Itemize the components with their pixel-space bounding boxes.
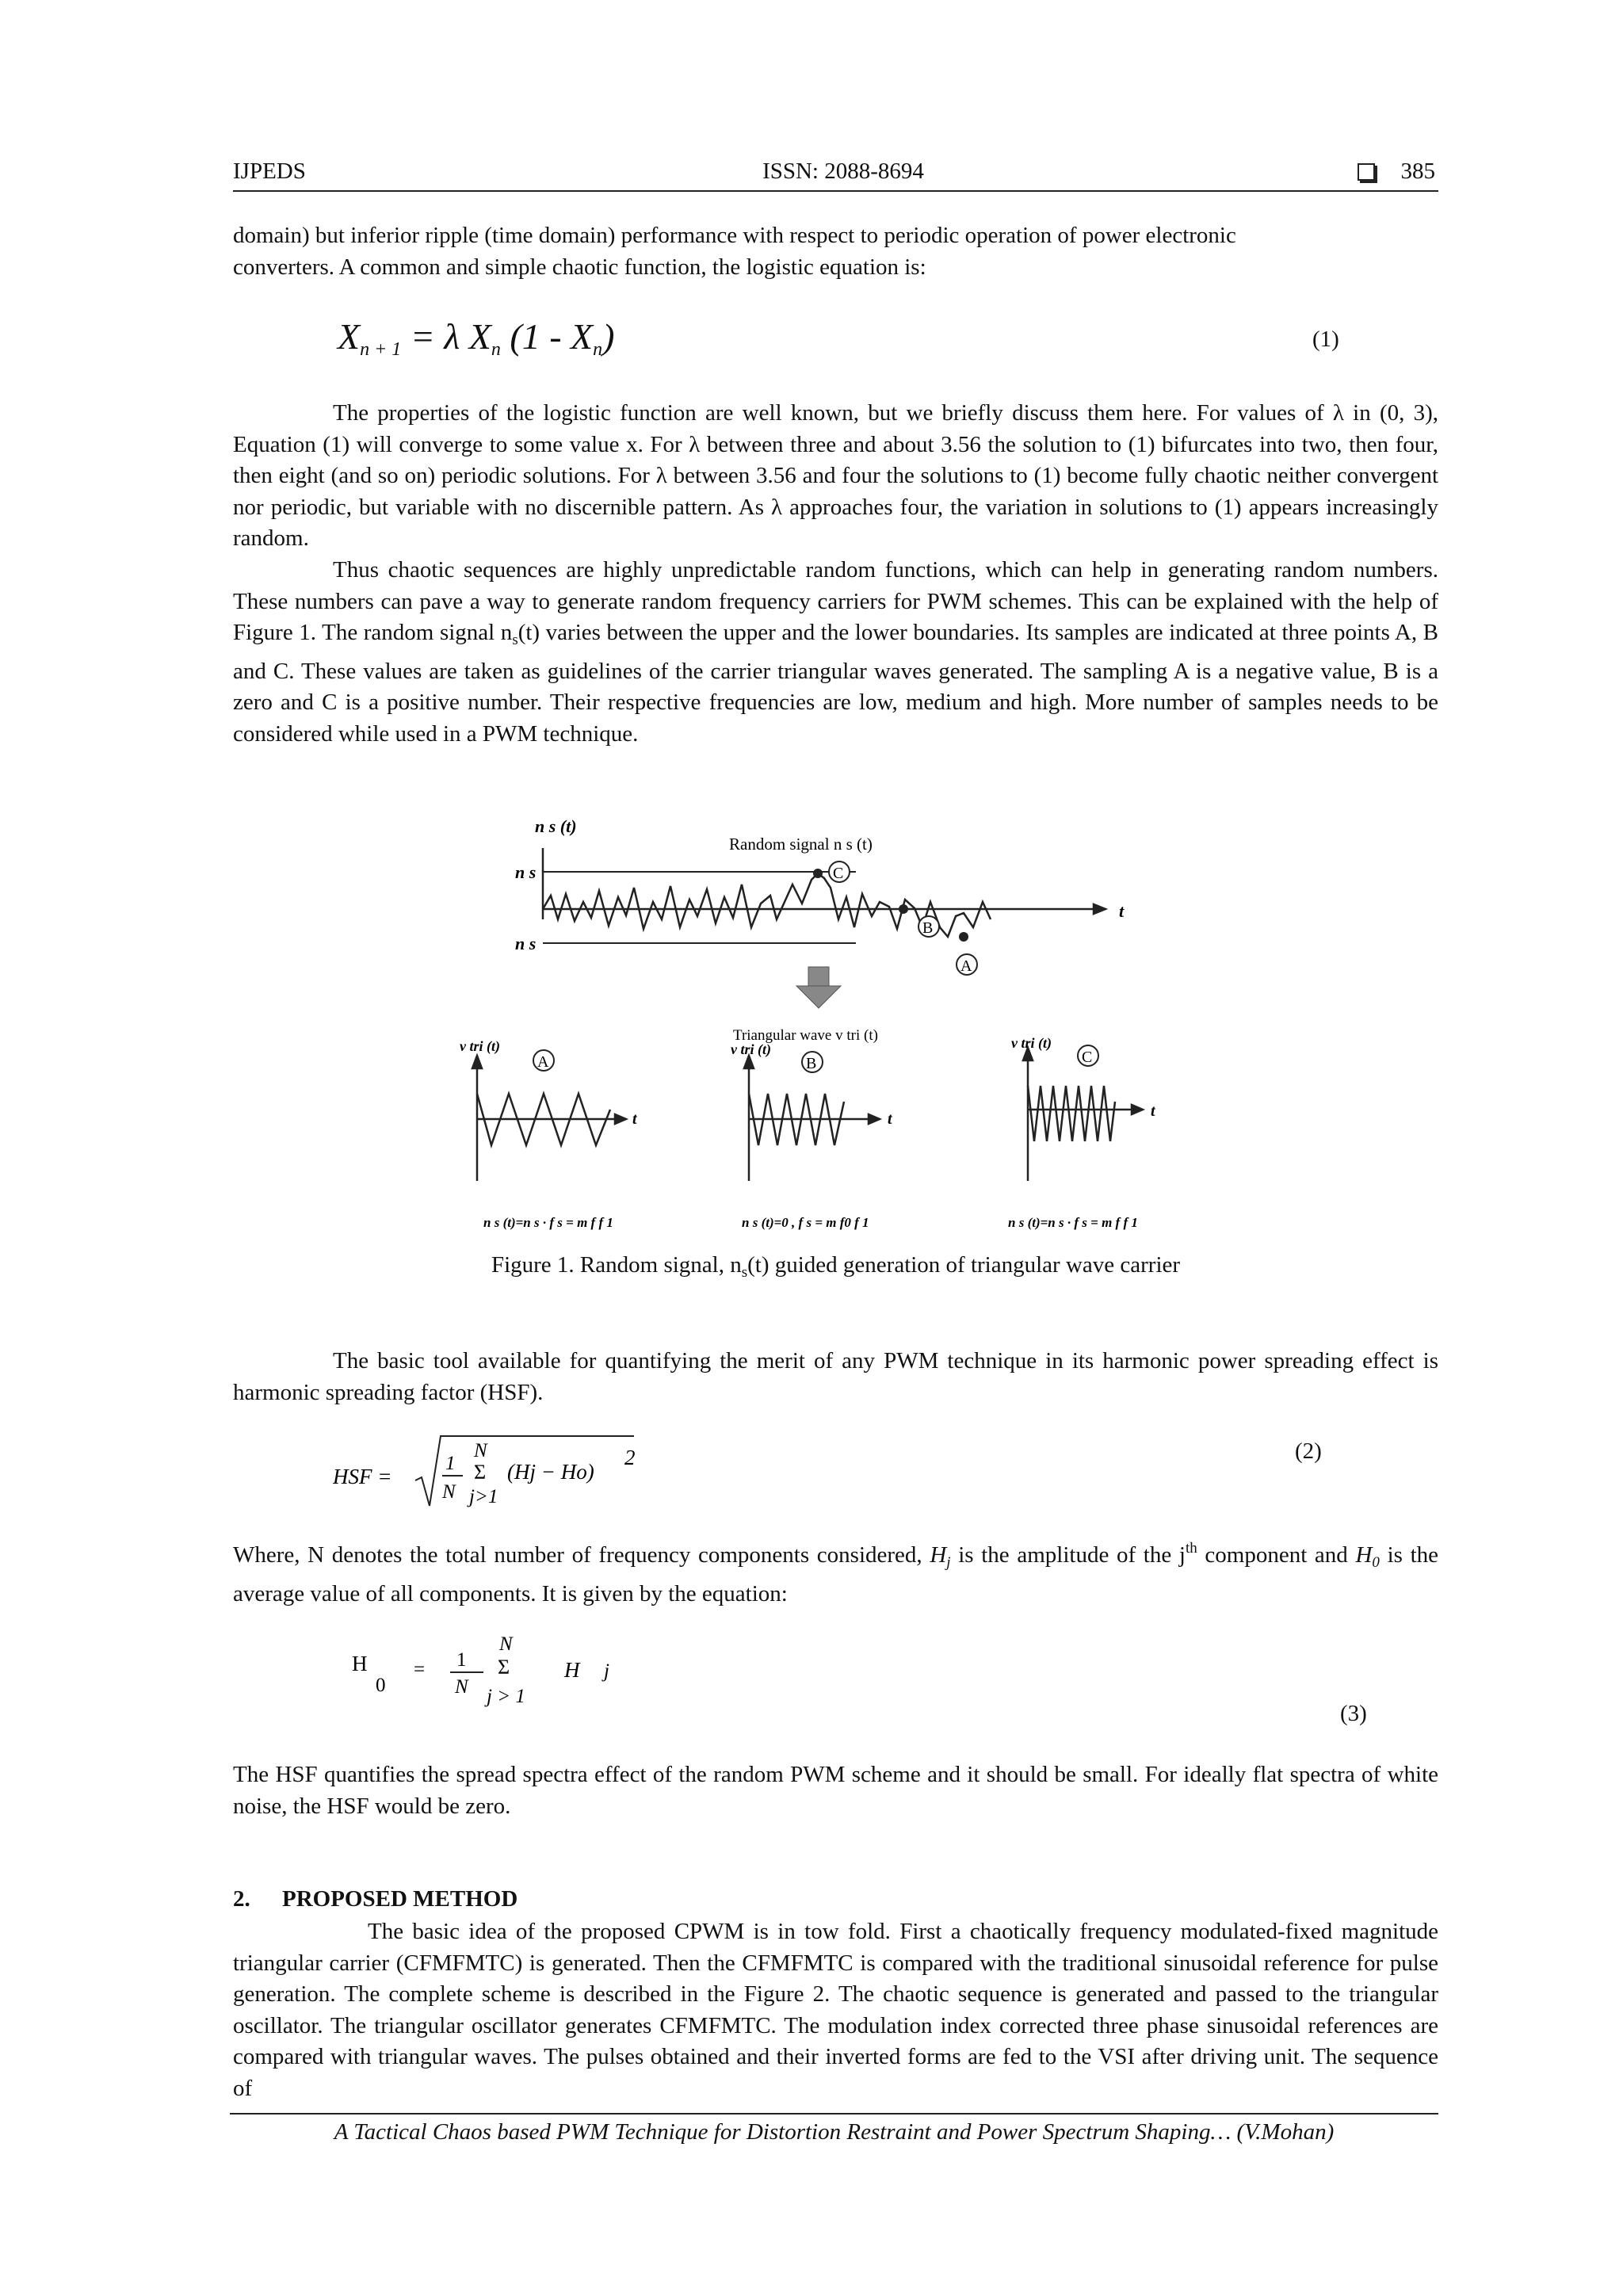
random-signal-panel bbox=[543, 870, 1106, 943]
where-part1: Where, N denotes the total number of frequency components considered, bbox=[233, 1542, 930, 1568]
figure-1-caption bbox=[233, 1252, 1438, 1282]
issn: ISSN: 2088-8694 bbox=[762, 159, 924, 184]
eq2-lhs: HSF = bbox=[333, 1465, 392, 1488]
running-footer: A Tactical Chaos based PWM Technique for Distortion Restraint and Power Spectrum Shaping… (V.Mohan) bbox=[230, 2113, 1438, 2145]
where-part3: component and bbox=[1197, 1542, 1356, 1568]
eq3-sigma: Σ bbox=[498, 1656, 510, 1679]
running-header bbox=[233, 155, 1438, 192]
eq1-lhs: X bbox=[338, 316, 361, 357]
eq1-eq: = λ X bbox=[401, 316, 491, 357]
eq1-lhs-sub: n + 1 bbox=[360, 339, 402, 360]
eq3-lhs: H bbox=[352, 1652, 368, 1675]
panel-c-axis-label: v tri (t) bbox=[1011, 1035, 1052, 1051]
eq2-num: 1 bbox=[445, 1453, 456, 1474]
carrier-panel-a bbox=[472, 1056, 626, 1181]
caption-sub: s bbox=[741, 1264, 748, 1281]
caption-part2: (t) guided generation of triangular wave carrier bbox=[747, 1252, 1181, 1278]
time-label: t bbox=[1119, 901, 1125, 921]
page-number: 385 bbox=[1400, 159, 1435, 184]
para-thus-sub: s bbox=[512, 632, 518, 648]
panel-c-marker-label: C bbox=[1082, 1049, 1093, 1066]
carrier-panel-b bbox=[744, 1056, 880, 1181]
lower-bound-label: n s bbox=[515, 934, 537, 953]
intro-line-2: converters. A common and simple chaotic function, the logistic equation is: bbox=[233, 254, 926, 280]
panel-a-axis-label: v tri (t) bbox=[460, 1038, 500, 1054]
panel-a-condition: n s (t)=n s · f s = m f f 1 bbox=[483, 1215, 613, 1230]
eq1-rest: (1 - X bbox=[500, 316, 594, 357]
checkbox-square-icon bbox=[1358, 163, 1375, 181]
panel-c-condition: n s (t)=n s · f s = m f f 1 bbox=[1008, 1215, 1138, 1230]
carrier-panel-c bbox=[1023, 1048, 1143, 1181]
para-thus-part1: Thus chaotic sequences are highly unpredictable random functions, which can help in generating random numbers. These numbers can pave a way to generate random frequency carriers for PWM schemes. This can be explained with the help of Figure 1. The random signal n bbox=[233, 557, 1438, 645]
marker-a-label: A bbox=[960, 957, 972, 975]
panel-a-marker-label: A bbox=[537, 1053, 549, 1071]
where-sup: th bbox=[1185, 1540, 1197, 1557]
where-part4: is the average value of all components. It is given by the equation: bbox=[233, 1542, 1439, 1606]
journal-name: IJPEDS bbox=[233, 159, 306, 184]
caption-part1: Figure 1. Random signal, n bbox=[491, 1252, 742, 1278]
eq2-sum-top: N bbox=[474, 1440, 487, 1461]
intro-line-1: domain) but inferior ripple (time domain) performance with respect to periodic operation of power electronic bbox=[233, 223, 1236, 248]
upper-bound-label: n s bbox=[515, 862, 537, 882]
paragraph-chaotic-sequences bbox=[233, 555, 1438, 750]
where-h0-sub: 0 bbox=[1372, 1554, 1380, 1571]
panel-a-time: t bbox=[632, 1110, 637, 1128]
paragraph-where bbox=[233, 1533, 1438, 1610]
panel-b-condition: n s (t)=0 , f s = m f0 f 1 bbox=[742, 1215, 869, 1230]
eq2-power: 2 bbox=[624, 1446, 636, 1469]
panel-b-axis-label: v tri (t) bbox=[731, 1041, 771, 1057]
section-number: 2. bbox=[233, 1886, 250, 1912]
paragraph-hsf-note: The HSF quantifies the spread spectra effect of the random PWM scheme and it should be small. For ideally flat spectra of white noise, the HSF would be zero. bbox=[233, 1762, 1438, 1819]
sample-point-b bbox=[899, 904, 908, 914]
eq3-num: 1 bbox=[456, 1649, 467, 1671]
panel-c-time: t bbox=[1151, 1102, 1155, 1120]
equation-2-number: (2) bbox=[1295, 1438, 1322, 1464]
intro-paragraph bbox=[233, 220, 1438, 283]
eq2-sigma: Σ bbox=[474, 1461, 487, 1484]
section-heading bbox=[233, 1886, 517, 1912]
equation-3-number: (3) bbox=[1340, 1701, 1367, 1726]
where-hj-sub: j bbox=[946, 1554, 951, 1571]
eq2-sum-bottom: j>1 bbox=[469, 1486, 498, 1507]
eq3-den: N bbox=[455, 1676, 468, 1698]
panel-b-marker-label: B bbox=[806, 1055, 817, 1072]
eq1-end-sub: n bbox=[593, 339, 603, 360]
signal-y-label: n s (t) bbox=[535, 816, 577, 836]
eq2-body: (Hj − Ho) bbox=[507, 1460, 594, 1484]
eq3-sum-top: N bbox=[499, 1633, 513, 1655]
eq1-close: ) bbox=[602, 316, 615, 357]
eq1-mid-sub: n bbox=[491, 339, 501, 360]
eq3-lhs-sub: 0 bbox=[376, 1675, 386, 1696]
equation-1 bbox=[338, 315, 614, 361]
paragraph-properties: The properties of the logistic function are well known, but we briefly discuss them here. For values of λ in (0, 3), Equation (1) will converge to some value x. For λ between three and about 3.56 the solution to (1) bifurcates into two, then four, then eight (and so on) periodic solutions. For λ between 3.56 and four the solutions to (1) become fully chaotic neither convergent nor periodic, but variable with no discernible pattern. As λ approaches four, the variation in solutions to (1) appears increasingly random. bbox=[233, 400, 1438, 551]
eq2-den: N bbox=[442, 1481, 456, 1503]
sample-point-c bbox=[813, 869, 823, 878]
equation-1-number: (1) bbox=[1312, 327, 1339, 352]
down-arrow-icon bbox=[796, 967, 841, 1008]
sample-point-a bbox=[959, 932, 968, 942]
equation-2 bbox=[333, 1433, 666, 1520]
triangular-wave-label: Triangular wave v tri (t) bbox=[733, 1027, 878, 1044]
para-thus-part2: (t) varies between the upper and the lower boundaries. Its samples are indicated at three points A, B and C. These values are taken as guidelines of the carrier triangular waves generated. The sampling A is a negative value, B is a zero and C is a positive number. Their respective frequencies are low, medium and high. More number of samples needs to be considered while used in a PWM technique. bbox=[233, 620, 1438, 747]
panel-b-time: t bbox=[888, 1110, 892, 1128]
figure-1 bbox=[460, 808, 1236, 1236]
random-signal-label: Random signal n s (t) bbox=[729, 835, 873, 854]
equation-3 bbox=[352, 1626, 637, 1721]
marker-c-label: C bbox=[833, 865, 844, 882]
marker-b-label: B bbox=[922, 919, 934, 937]
eq3-body: H bbox=[564, 1658, 580, 1682]
eq3-sum-bottom: j > 1 bbox=[487, 1686, 525, 1707]
paragraph-hsf: The basic tool available for quantifying the merit of any PWM technique in its harmonic power spreading effect is harmonic spreading factor (HSF). bbox=[233, 1348, 1438, 1405]
where-h0: H bbox=[1355, 1542, 1373, 1568]
paragraph-proposed-method: The basic idea of the proposed CPWM is in tow fold. First a chaotically frequency modulated-fixed magnitude triangular carrier (CFMFMTC) is generated. Then the CFMFMTC is compared with the traditional sinusoidal reference for pulse generation. The complete scheme is described in the Figure 2. The chaotic sequence is generated and passed to the triangular oscillator. The triangular oscillator generates CFMFMTC. The modulation index corrected three phase sinusoidal references are compared with triangular waves. The pulses obtained and their inverted forms are fed to the VSI after driving unit. The sequence of bbox=[233, 1919, 1438, 2101]
eq3-eq: = bbox=[414, 1659, 426, 1680]
where-part2: is the amplitude of the j bbox=[950, 1542, 1186, 1568]
where-hj: H bbox=[930, 1542, 947, 1568]
section-title: PROPOSED METHOD bbox=[282, 1886, 518, 1912]
eq3-body-sub: j bbox=[604, 1660, 609, 1682]
